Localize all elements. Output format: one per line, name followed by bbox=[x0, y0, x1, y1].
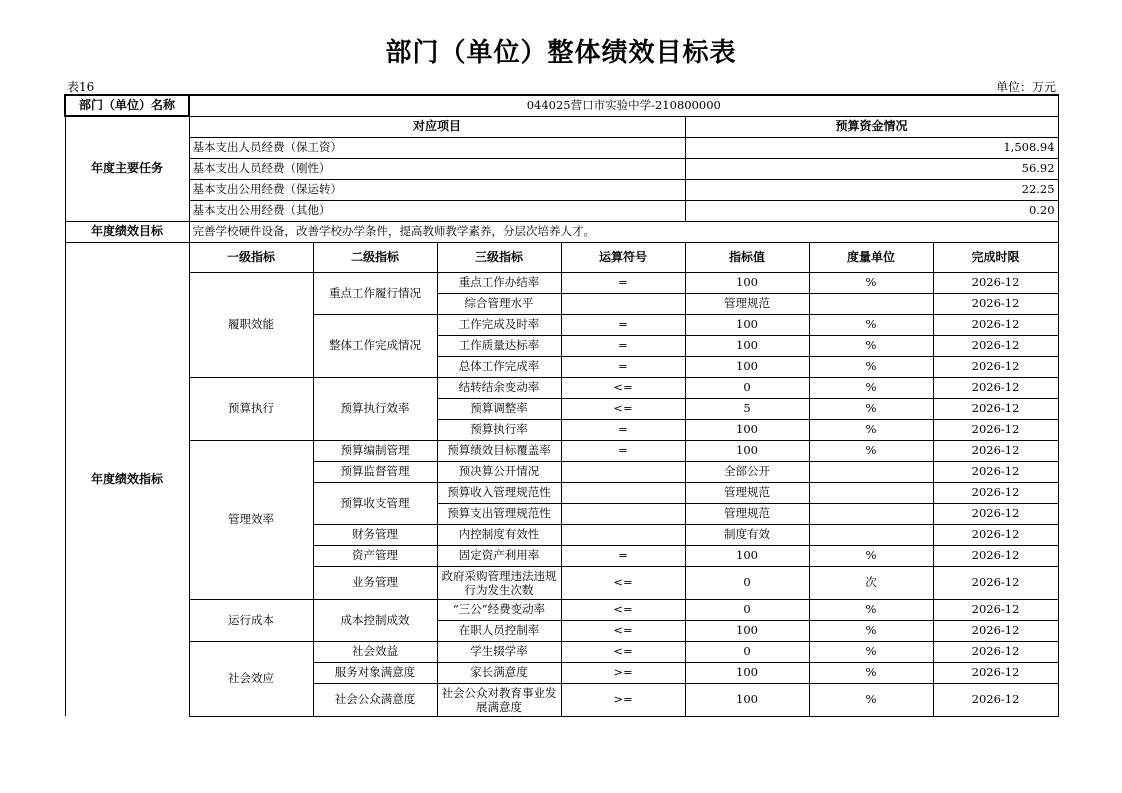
operator-cell: = bbox=[561, 440, 685, 461]
level2-cell: 预算执行效率 bbox=[313, 377, 437, 440]
deadline-cell: 2026-12 bbox=[933, 482, 1058, 503]
header-deadline: 完成时限 bbox=[933, 242, 1058, 272]
level2-cell: 财务管理 bbox=[313, 524, 437, 545]
level3-cell: “三公”经费变动率 bbox=[437, 599, 561, 620]
operator-cell: = bbox=[561, 545, 685, 566]
goal-label: 年度绩效目标 bbox=[65, 221, 189, 242]
operator-cell bbox=[561, 482, 685, 503]
value-cell: 100 bbox=[685, 335, 809, 356]
level2-cell: 预算监督管理 bbox=[313, 461, 437, 482]
level2-cell: 预算收支管理 bbox=[313, 482, 437, 524]
operator-cell bbox=[561, 293, 685, 314]
value-cell: 100 bbox=[685, 272, 809, 293]
operator-cell bbox=[561, 524, 685, 545]
operator-cell: <= bbox=[561, 377, 685, 398]
level3-cell: 重点工作办结率 bbox=[437, 272, 561, 293]
deadline-cell: 2026-12 bbox=[933, 419, 1058, 440]
deadline-cell: 2026-12 bbox=[933, 641, 1058, 662]
value-cell: 100 bbox=[685, 620, 809, 641]
unit-cell: 次 bbox=[809, 566, 933, 599]
deadline-cell: 2026-12 bbox=[933, 662, 1058, 683]
deadline-cell: 2026-12 bbox=[933, 398, 1058, 419]
level3-cell: 内控制度有效性 bbox=[437, 524, 561, 545]
unit-cell bbox=[809, 524, 933, 545]
header-unit: 度量单位 bbox=[809, 242, 933, 272]
unit-cell: % bbox=[809, 356, 933, 377]
operator-cell: <= bbox=[561, 566, 685, 599]
level3-cell: 家长满意度 bbox=[437, 662, 561, 683]
value-cell: 0 bbox=[685, 599, 809, 620]
level3-cell: 预算执行率 bbox=[437, 419, 561, 440]
level3-cell: 结转结余变动率 bbox=[437, 377, 561, 398]
deadline-cell: 2026-12 bbox=[933, 377, 1058, 398]
value-cell: 管理规范 bbox=[685, 482, 809, 503]
tasks-label: 年度主要任务 bbox=[65, 116, 189, 221]
tasks-item-header: 对应项目 bbox=[189, 116, 685, 137]
value-cell: 5 bbox=[685, 398, 809, 419]
deadline-cell: 2026-12 bbox=[933, 683, 1058, 716]
deadline-cell: 2026-12 bbox=[933, 272, 1058, 293]
level2-cell: 资产管理 bbox=[313, 545, 437, 566]
operator-cell: <= bbox=[561, 620, 685, 641]
header-level2: 二级指标 bbox=[313, 242, 437, 272]
operator-cell: = bbox=[561, 356, 685, 377]
unit-cell bbox=[809, 482, 933, 503]
deadline-cell: 2026-12 bbox=[933, 293, 1058, 314]
unit-cell: % bbox=[809, 377, 933, 398]
level3-cell: 预算绩效目标覆盖率 bbox=[437, 440, 561, 461]
deadline-cell: 2026-12 bbox=[933, 335, 1058, 356]
operator-cell: <= bbox=[561, 398, 685, 419]
header-operator: 运算符号 bbox=[561, 242, 685, 272]
unit-cell: % bbox=[809, 440, 933, 461]
unit-cell: % bbox=[809, 398, 933, 419]
level3-cell: 在职人员控制率 bbox=[437, 620, 561, 641]
deadline-cell: 2026-12 bbox=[933, 524, 1058, 545]
task-amount: 1,508.94 bbox=[685, 137, 1058, 158]
value-cell: 0 bbox=[685, 377, 809, 398]
deadline-cell: 2026-12 bbox=[933, 545, 1058, 566]
level2-cell: 社会公众满意度 bbox=[313, 683, 437, 716]
level3-cell: 综合管理水平 bbox=[437, 293, 561, 314]
indicators-label: 年度绩效指标 bbox=[65, 242, 189, 716]
operator-cell bbox=[561, 461, 685, 482]
deadline-cell: 2026-12 bbox=[933, 356, 1058, 377]
unit-cell: % bbox=[809, 599, 933, 620]
performance-table bbox=[64, 94, 1059, 717]
value-cell: 制度有效 bbox=[685, 524, 809, 545]
task-item: 基本支出公用经费（其他） bbox=[189, 200, 685, 221]
value-cell: 100 bbox=[685, 440, 809, 461]
task-item: 基本支出人员经费（保工资） bbox=[189, 137, 685, 158]
level2-cell: 预算编制管理 bbox=[313, 440, 437, 461]
table-number: 表16 bbox=[67, 80, 95, 94]
value-cell: 100 bbox=[685, 662, 809, 683]
level3-cell: 政府采购管理违法违规行为发生次数 bbox=[437, 566, 561, 599]
level2-cell: 业务管理 bbox=[313, 566, 437, 599]
level1-cell: 运行成本 bbox=[189, 599, 313, 641]
value-cell: 100 bbox=[685, 683, 809, 716]
operator-cell: >= bbox=[561, 662, 685, 683]
task-item: 基本支出公用经费（保运转） bbox=[189, 179, 685, 200]
level1-cell: 预算执行 bbox=[189, 377, 313, 440]
tasks-budget-header: 预算资金情况 bbox=[685, 116, 1058, 137]
level3-cell: 预算支出管理规范性 bbox=[437, 503, 561, 524]
level3-cell: 预算调整率 bbox=[437, 398, 561, 419]
level3-cell: 预决算公开情况 bbox=[437, 461, 561, 482]
level1-cell: 履职效能 bbox=[189, 272, 313, 377]
value-cell: 管理规范 bbox=[685, 293, 809, 314]
level3-cell: 工作质量达标率 bbox=[437, 335, 561, 356]
dept-value: 044025营口市实验中学-210800000 bbox=[189, 95, 1058, 116]
task-amount: 22.25 bbox=[685, 179, 1058, 200]
operator-cell: = bbox=[561, 314, 685, 335]
value-cell: 100 bbox=[685, 356, 809, 377]
value-cell: 100 bbox=[685, 314, 809, 335]
unit-cell: % bbox=[809, 272, 933, 293]
level3-cell: 社会公众对教育事业发展满意度 bbox=[437, 683, 561, 716]
unit-cell: % bbox=[809, 662, 933, 683]
unit-cell bbox=[809, 503, 933, 524]
deadline-cell: 2026-12 bbox=[933, 440, 1058, 461]
deadline-cell: 2026-12 bbox=[933, 461, 1058, 482]
task-amount: 0.20 bbox=[685, 200, 1058, 221]
level2-cell: 社会效益 bbox=[313, 641, 437, 662]
page-title: 部门（单位）整体绩效目标表 bbox=[385, 38, 737, 68]
goal-text: 完善学校硬件设备，改善学校办学条件，提高教师教学素养，分层次培养人才。 bbox=[189, 221, 1058, 242]
level1-cell: 管理效率 bbox=[189, 440, 313, 599]
unit-cell: % bbox=[809, 683, 933, 716]
unit-cell bbox=[809, 461, 933, 482]
deadline-cell: 2026-12 bbox=[933, 314, 1058, 335]
dept-label: 部门（单位）名称 bbox=[65, 95, 189, 116]
header-level1: 一级指标 bbox=[189, 242, 313, 272]
deadline-cell: 2026-12 bbox=[933, 566, 1058, 599]
value-cell: 0 bbox=[685, 641, 809, 662]
header-level3: 三级指标 bbox=[437, 242, 561, 272]
unit-cell: % bbox=[809, 314, 933, 335]
level1-cell: 社会效应 bbox=[189, 641, 313, 716]
unit-label: 单位：万元 bbox=[995, 80, 1056, 94]
level2-cell: 整体工作完成情况 bbox=[313, 314, 437, 377]
header-value: 指标值 bbox=[685, 242, 809, 272]
deadline-cell: 2026-12 bbox=[933, 620, 1058, 641]
level2-cell: 重点工作履行情况 bbox=[313, 272, 437, 314]
deadline-cell: 2026-12 bbox=[933, 503, 1058, 524]
unit-cell bbox=[809, 293, 933, 314]
task-amount: 56.92 bbox=[685, 158, 1058, 179]
value-cell: 100 bbox=[685, 545, 809, 566]
operator-cell bbox=[561, 503, 685, 524]
unit-cell: % bbox=[809, 641, 933, 662]
level3-cell: 学生辍学率 bbox=[437, 641, 561, 662]
level3-cell: 预算收入管理规范性 bbox=[437, 482, 561, 503]
level3-cell: 工作完成及时率 bbox=[437, 314, 561, 335]
operator-cell: <= bbox=[561, 641, 685, 662]
deadline-cell: 2026-12 bbox=[933, 599, 1058, 620]
level2-cell: 服务对象满意度 bbox=[313, 662, 437, 683]
level3-cell: 固定资产利用率 bbox=[437, 545, 561, 566]
value-cell: 0 bbox=[685, 566, 809, 599]
unit-cell: % bbox=[809, 620, 933, 641]
operator-cell: <= bbox=[561, 599, 685, 620]
value-cell: 管理规范 bbox=[685, 503, 809, 524]
unit-cell: % bbox=[809, 335, 933, 356]
operator-cell: = bbox=[561, 419, 685, 440]
task-item: 基本支出人员经费（刚性） bbox=[189, 158, 685, 179]
unit-cell: % bbox=[809, 545, 933, 566]
level2-cell: 成本控制成效 bbox=[313, 599, 437, 641]
operator-cell: = bbox=[561, 272, 685, 293]
operator-cell: = bbox=[561, 335, 685, 356]
value-cell: 全部公开 bbox=[685, 461, 809, 482]
unit-cell: % bbox=[809, 419, 933, 440]
level3-cell: 总体工作完成率 bbox=[437, 356, 561, 377]
value-cell: 100 bbox=[685, 419, 809, 440]
operator-cell: >= bbox=[561, 683, 685, 716]
